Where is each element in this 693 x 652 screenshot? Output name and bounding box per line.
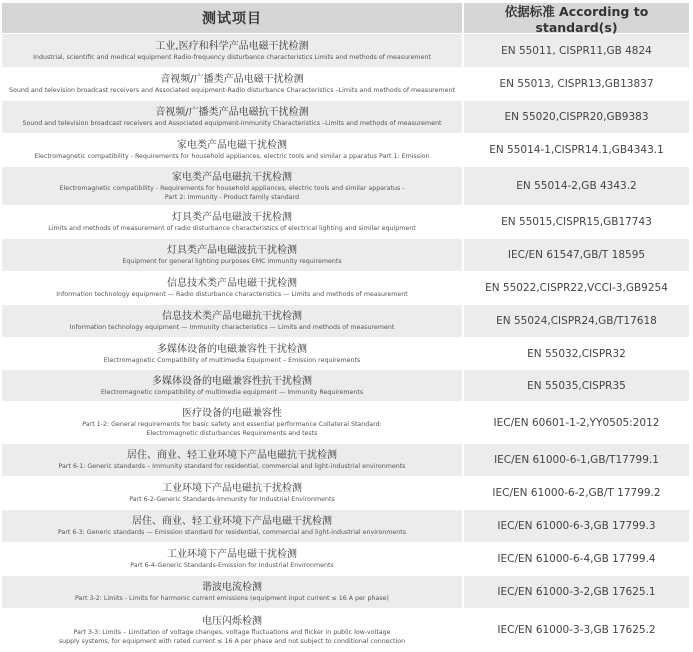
test-item-zh: 音视频/广播类产品电磁干扰检测 (160, 74, 304, 85)
test-item-en: Part 6-3: Generic standards — Emission standard for residential, commercial and light-industrial environments (57, 529, 407, 536)
standard-cell: IEC/EN 60601-1-2,YY0505:2012 (464, 402, 689, 443)
test-item-cell (2, 370, 464, 401)
table-row (2, 34, 689, 68)
test-item-cell (2, 444, 464, 476)
standard-cell: IEC/EN 61000-6-2,GB/T 17799.2 (464, 477, 689, 509)
test-item-cell (2, 239, 464, 271)
table-row (2, 239, 689, 272)
test-item-en: Electromagnetic compatibility - Requirements for household appliances, electric tools and similar a pparatus Part 1: Emission (34, 153, 430, 160)
test-item-en: Electromagnetic compatibility - Requirements for household appliances, electric tools and similar apparatus - (59, 184, 405, 192)
standard-cell: IEC/EN 61000-6-4,GB 17799.4 (464, 543, 689, 575)
table-row (2, 305, 689, 338)
test-item-en: supply systems, for equipment with rated current ≤ 16 A per phase and not subject to conditional connection (58, 637, 406, 645)
table-row (2, 609, 689, 652)
table-row (2, 510, 689, 543)
test-item-cell (2, 305, 464, 337)
test-item-en: Information technology equipment — Immunity characteristics — Limits and methods of measurement (69, 324, 395, 331)
test-item-zh: 工业环境下产品电磁干扰检测 (167, 549, 297, 560)
test-item-zh: 灯具类产品电磁波干扰检测 (172, 212, 292, 223)
test-item-cell (2, 272, 464, 304)
standard-cell: IEC/EN 61000-3-2,GB 17625.1 (464, 576, 689, 608)
test-item-en: Part 6-1: Generic standards – Immunity standard for residential, commercial and light-industrial environments (58, 463, 406, 470)
standard-cell: EN 55024,CISPR24,GB/T17618 (464, 305, 689, 337)
test-item-en: Part 3-3: Limits – Limitation of voltage changes, voltage fluctuations and flicker in public low-voltage (73, 628, 391, 636)
test-item-zh: 居住、商业、轻工业环境下产品电磁抗干扰检测 (127, 450, 337, 461)
test-item-zh: 家电类产品电磁抗干扰检测 (172, 171, 292, 183)
standard-cell: EN 55011, CISPR11,GB 4824 (464, 34, 689, 67)
table-row (2, 68, 689, 101)
standard-cell: EN 55014-1,CISPR14.1,GB4343.1 (464, 134, 689, 166)
table-row (2, 272, 689, 305)
test-item-en: Electromagnetic compatibility of multimedia equipment — Immunity Requirements (100, 388, 364, 396)
test-item-cell (2, 510, 464, 542)
test-item-zh: 信息技术类产品电磁抗干扰检测 (162, 311, 302, 322)
test-item-en: Sound and television broadcast receivers and Associated equipment-Radio disturbance Characteristics –Limits and methods of measurement (9, 87, 455, 94)
test-item-cell (2, 609, 464, 651)
standard-cell: IEC/EN 61000-6-1,GB/T17799.1 (464, 444, 689, 476)
test-item-cell (2, 101, 464, 133)
standard-cell: EN 55035,CISPR35 (464, 370, 689, 401)
standard-cell: IEC/EN 61000-3-3,GB 17625.2 (464, 609, 689, 651)
test-item-en: Electromagnetic disturbances Requirements and tests (146, 430, 318, 437)
test-item-zh: 居住、商业、轻工业环境下产品电磁干扰检测 (132, 516, 332, 527)
test-item-cell (2, 68, 464, 100)
table-row (2, 543, 689, 576)
test-item-en: Part 6-2-Generic Standards-Immunity for Industrial Environments (129, 496, 335, 503)
test-item-cell (2, 543, 464, 575)
test-item-en: Part 1-2: General requirements for basic safety and essential performance Collateral Standard: (82, 421, 382, 428)
test-item-zh: 多媒体设备的电磁兼容性干扰检测 (157, 343, 307, 355)
test-item-zh: 家电类产品电磁干扰检测 (177, 140, 287, 151)
test-item-zh: 医疗设备的电磁兼容性 (182, 408, 282, 419)
test-item-zh: 工业,医疗和科学产品电磁干扰检测 (155, 40, 309, 52)
test-item-en: Information technology equipment — Radio disturbance characteristics — Limits and methods of measurement (56, 291, 408, 298)
test-item-zh: 灯具类产品电磁波抗干扰检测 (167, 245, 297, 256)
test-item-zh: 信息技术类产品电磁干扰检测 (167, 278, 297, 289)
table-header (2, 3, 689, 34)
test-item-cell (2, 134, 464, 166)
standard-cell: EN 55014-2,GB 4343.2 (464, 167, 689, 205)
test-item-zh: 谐波电流检测 (202, 582, 262, 593)
table-row (2, 402, 689, 444)
table-row (2, 444, 689, 477)
standard-cell: EN 55015,CISPR15,GB17743 (464, 206, 689, 238)
table-row (2, 370, 689, 402)
test-item-en: Sound and television broadcast receivers and Associated equipment-Immunity Characteristics –Limits and methods of measurement (22, 120, 442, 127)
table-row (2, 134, 689, 167)
table-row (2, 338, 689, 370)
standard-cell: IEC/EN 61000-6-3,GB 17799.3 (464, 510, 689, 542)
test-item-cell (2, 402, 464, 443)
test-item-zh: 音视频/广播类产品电磁抗干扰检测 (155, 107, 309, 118)
test-item-cell (2, 34, 464, 67)
table-row (2, 477, 689, 510)
test-item-en: Part 6-4-Generic Standards-Emission for Industrial Environments (130, 562, 334, 569)
standard-cell: EN 55013, CISPR13,GB13837 (464, 68, 689, 100)
test-item-cell (2, 206, 464, 238)
standard-cell: EN 55022,CISPR22,VCCI-3,GB9254 (464, 272, 689, 304)
test-item-zh: 多媒体设备的电磁兼容性抗干扰检测 (152, 375, 312, 387)
table-row (2, 206, 689, 239)
test-item-en: Limits and methods of measurement of radio disturbance characteristics of electrical lighting and similar equipment (48, 225, 416, 232)
header-standards: 依据标准 According to standard(s) (464, 3, 689, 33)
table-body (2, 34, 689, 652)
test-item-en: Industrial, scientific and medical equipment Radio-frequency disturbance characteristics Limits and methods of measurement (33, 53, 431, 61)
standard-cell: IEC/EN 61547,GB/T 18595 (464, 239, 689, 271)
table-row (2, 576, 689, 609)
table-row (2, 167, 689, 206)
test-item-en: Part 3-2: Limits - Limits for harmonic current emissions (equipment input current ≤ 16 A per phase) (75, 595, 389, 602)
standards-table (2, 3, 689, 652)
test-item-zh: 电压闪烁检测 (202, 615, 262, 627)
header-test-item: 测试项目 (2, 3, 464, 33)
standard-cell: EN 55020,CISPR20,GB9383 (464, 101, 689, 133)
table-row (2, 101, 689, 134)
test-item-en: Part 2: Immunity - Product family standard (164, 193, 300, 201)
test-item-cell (2, 576, 464, 608)
test-item-en: Equipment for general lighting purposes EMC immunity requirements (122, 258, 342, 265)
test-item-cell (2, 477, 464, 509)
standard-cell: EN 55032,CISPR32 (464, 338, 689, 369)
test-item-cell (2, 167, 464, 205)
test-item-cell (2, 338, 464, 369)
test-item-zh: 工业环境下产品电磁抗干扰检测 (162, 483, 302, 494)
test-item-en: Electromagnetic Compatibility of multimedia Equipment – Emission requirements (103, 356, 361, 364)
